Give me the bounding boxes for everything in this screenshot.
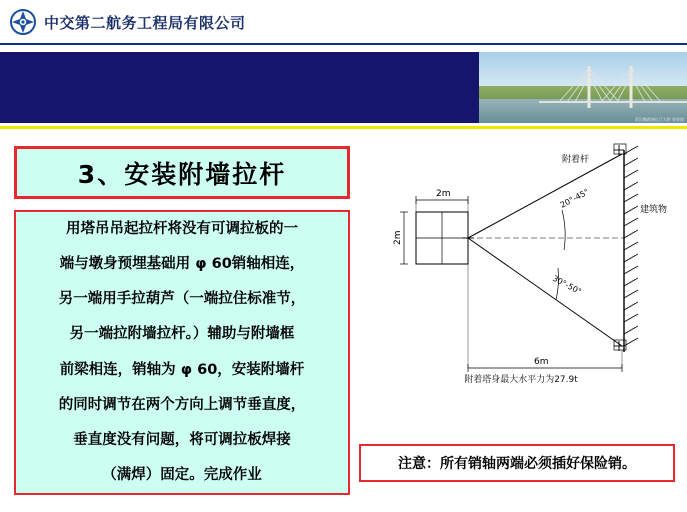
note-box (359, 444, 675, 482)
attachment-rod-diagram (366, 140, 676, 390)
body-line: 用塔吊吊起拉杆将没有可调拉板的一 (66, 221, 298, 237)
svg-text:附着杆: 附着杆 (562, 155, 590, 165)
company-name: 中交第二航务工程局有限公司 (44, 14, 246, 32)
svg-text:30°-50°: 30°-50° (551, 273, 583, 297)
compass-emblem-icon (9, 8, 37, 36)
body-line: 另一端用手拉葫芦（一端拉住标准节， (58, 291, 306, 308)
bridge-illustration-icon (479, 52, 687, 123)
banner-bottom-rule (0, 126, 687, 129)
diagram-caption: 附着塔身最大水平力为27.9t (464, 375, 578, 385)
body-line: 垂直度没有问题，将可调拉板焊接 (73, 431, 291, 448)
body-line: 前梁相连，销轴为 φ 60，安装附墙杆 (59, 361, 305, 378)
body-line: 的同时调节在两个方向上调节垂直度， (58, 396, 306, 413)
note-text: 注意：所有销轴两端必须插好保险销。 (398, 456, 636, 472)
svg-text:20°-45°: 20°-45° (558, 187, 591, 210)
photo-caption: 武汉鹦鹉洲长江大桥 效果图 (634, 117, 684, 122)
banner-band (0, 52, 687, 123)
svg-text:建筑物: 建筑物 (640, 205, 668, 215)
header-divider (0, 43, 687, 45)
svg-text:2m: 2m (393, 230, 403, 245)
slide-title-box (14, 146, 350, 199)
slide-body-box (14, 210, 350, 495)
body-line: 端与墩身预埋基础用 φ 60销轴相连， (59, 256, 305, 273)
body-line: 另一端拉附墙拉杆。）辅助与附墙框 (69, 326, 295, 343)
svg-text:6m: 6m (534, 357, 549, 367)
body-line: （满焊）固定。完成作业 (102, 466, 262, 483)
page-title: 3、安装附墙拉杆 (77, 159, 287, 189)
bridge-photo (479, 52, 687, 123)
svg-text:2m: 2m (436, 189, 451, 199)
page-header (0, 0, 687, 44)
